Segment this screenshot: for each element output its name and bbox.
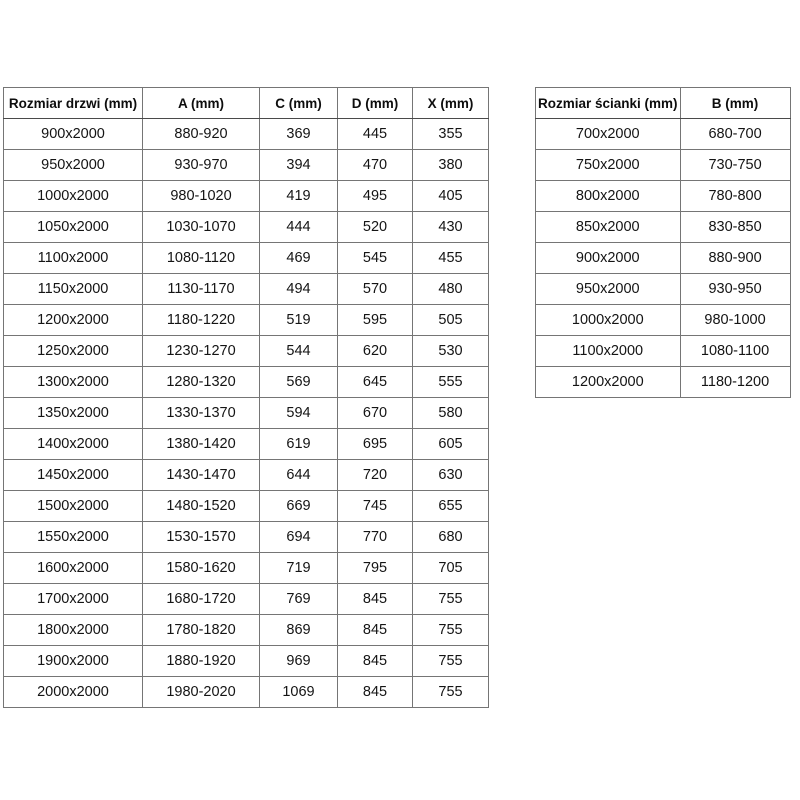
table-row (4, 677, 489, 708)
table-row (4, 398, 489, 429)
table-cell: 1200x2000 (4, 305, 143, 336)
table-cell: 505 (413, 305, 489, 336)
table-cell: 469 (260, 243, 338, 274)
table-row (4, 150, 489, 181)
table-cell: 555 (413, 367, 489, 398)
table-cell: 1350x2000 (4, 398, 143, 429)
table-cell: 1680-1720 (143, 584, 260, 615)
table-cell: 950x2000 (4, 150, 143, 181)
table-cell: 355 (413, 119, 489, 150)
table-cell: 1069 (260, 677, 338, 708)
table-row (4, 336, 489, 367)
table-cell: 930-970 (143, 150, 260, 181)
table-cell: 1300x2000 (4, 367, 143, 398)
table-cell: 1330-1370 (143, 398, 260, 429)
table-cell: 1250x2000 (4, 336, 143, 367)
table-row (536, 119, 791, 150)
table-row (4, 429, 489, 460)
table-cell: 695 (338, 429, 413, 460)
table-cell: 569 (260, 367, 338, 398)
table-cell: 900x2000 (536, 243, 681, 274)
table-cell: 1580-1620 (143, 553, 260, 584)
table-cell: 705 (413, 553, 489, 584)
table-cell: 755 (413, 677, 489, 708)
table-row (4, 274, 489, 305)
table-cell: 694 (260, 522, 338, 553)
table-cell: 1700x2000 (4, 584, 143, 615)
table-cell: 1080-1120 (143, 243, 260, 274)
table-row (4, 212, 489, 243)
table-cell: 700x2000 (536, 119, 681, 150)
table-cell: 1000x2000 (4, 181, 143, 212)
table-row (536, 212, 791, 243)
table-cell: 719 (260, 553, 338, 584)
table-cell: 869 (260, 615, 338, 646)
table-cell: 769 (260, 584, 338, 615)
table-cell: 619 (260, 429, 338, 460)
table-cell: 519 (260, 305, 338, 336)
table-cell: 730-750 (680, 150, 790, 181)
table-cell: 980-1000 (680, 305, 790, 336)
table-cell: 645 (338, 367, 413, 398)
table-cell: 750x2000 (536, 150, 681, 181)
table-cell: 1200x2000 (536, 367, 681, 398)
table-cell: 1450x2000 (4, 460, 143, 491)
table-cell: 630 (413, 460, 489, 491)
table-cell: 594 (260, 398, 338, 429)
table-row (4, 553, 489, 584)
table-cell: 405 (413, 181, 489, 212)
table-cell: 1180-1220 (143, 305, 260, 336)
table-cell: 755 (413, 584, 489, 615)
table-row (536, 181, 791, 212)
table-cell: 830-850 (680, 212, 790, 243)
table-cell: 780-800 (680, 181, 790, 212)
table-cell: 845 (338, 677, 413, 708)
table-cell: 1980-2020 (143, 677, 260, 708)
table-cell: 1600x2000 (4, 553, 143, 584)
table-cell: 595 (338, 305, 413, 336)
table-row (536, 150, 791, 181)
table-cell: 419 (260, 181, 338, 212)
table-cell: 480 (413, 274, 489, 305)
table-cell: 770 (338, 522, 413, 553)
table-cell: 1100x2000 (4, 243, 143, 274)
table-cell: 1030-1070 (143, 212, 260, 243)
table-cell: 1230-1270 (143, 336, 260, 367)
table-row (536, 274, 791, 305)
wall-size-table (535, 87, 791, 398)
table-row (4, 460, 489, 491)
table-cell: 1100x2000 (536, 336, 681, 367)
table-row (536, 305, 791, 336)
table-cell: 1500x2000 (4, 491, 143, 522)
table-row (4, 181, 489, 212)
table-cell: 845 (338, 584, 413, 615)
table-cell: 969 (260, 646, 338, 677)
table-cell: 880-900 (680, 243, 790, 274)
table-cell: 369 (260, 119, 338, 150)
table-cell: 1780-1820 (143, 615, 260, 646)
table-cell: 745 (338, 491, 413, 522)
table-cell: 494 (260, 274, 338, 305)
table-cell: 580 (413, 398, 489, 429)
table-cell: 530 (413, 336, 489, 367)
table-cell: 1380-1420 (143, 429, 260, 460)
table-cell: 445 (338, 119, 413, 150)
table-row (4, 584, 489, 615)
table-cell: 394 (260, 150, 338, 181)
table-cell: 2000x2000 (4, 677, 143, 708)
table-cell: 1130-1170 (143, 274, 260, 305)
table-row (536, 336, 791, 367)
table-cell: 455 (413, 243, 489, 274)
table-row (4, 119, 489, 150)
table-cell: 1400x2000 (4, 429, 143, 460)
table-row (4, 243, 489, 274)
column-header: Rozmiar ścianki (mm) (536, 88, 681, 119)
table-cell: 470 (338, 150, 413, 181)
table-cell: 1800x2000 (4, 615, 143, 646)
table-cell: 950x2000 (536, 274, 681, 305)
table-cell: 669 (260, 491, 338, 522)
table-cell: 605 (413, 429, 489, 460)
table-cell: 755 (413, 615, 489, 646)
table-cell: 495 (338, 181, 413, 212)
column-header: D (mm) (338, 88, 413, 119)
table-cell: 1180-1200 (680, 367, 790, 398)
table-cell: 1550x2000 (4, 522, 143, 553)
table-row (4, 305, 489, 336)
table-cell: 1530-1570 (143, 522, 260, 553)
table-cell: 1280-1320 (143, 367, 260, 398)
table-cell: 1080-1100 (680, 336, 790, 367)
table-cell: 900x2000 (4, 119, 143, 150)
column-header: A (mm) (143, 88, 260, 119)
table-cell: 444 (260, 212, 338, 243)
table-cell: 620 (338, 336, 413, 367)
table-cell: 544 (260, 336, 338, 367)
table-cell: 755 (413, 646, 489, 677)
table-row (4, 646, 489, 677)
table-row (4, 367, 489, 398)
column-header: B (mm) (680, 88, 790, 119)
table-cell: 1050x2000 (4, 212, 143, 243)
column-header: X (mm) (413, 88, 489, 119)
column-header: Rozmiar drzwi (mm) (4, 88, 143, 119)
table-cell: 570 (338, 274, 413, 305)
table-cell: 850x2000 (536, 212, 681, 243)
table-row (4, 615, 489, 646)
table-cell: 880-920 (143, 119, 260, 150)
table-cell: 670 (338, 398, 413, 429)
table-row (536, 367, 791, 398)
table-cell: 644 (260, 460, 338, 491)
table-row (536, 243, 791, 274)
table-cell: 930-950 (680, 274, 790, 305)
table-cell: 655 (413, 491, 489, 522)
table-row (4, 491, 489, 522)
table-cell: 720 (338, 460, 413, 491)
column-header: C (mm) (260, 88, 338, 119)
table-cell: 680 (413, 522, 489, 553)
table-cell: 1000x2000 (536, 305, 681, 336)
table-cell: 845 (338, 646, 413, 677)
table-cell: 680-700 (680, 119, 790, 150)
table-cell: 800x2000 (536, 181, 681, 212)
table-cell: 1150x2000 (4, 274, 143, 305)
table-cell: 980-1020 (143, 181, 260, 212)
table-cell: 545 (338, 243, 413, 274)
header-row (4, 88, 489, 119)
table-row (4, 522, 489, 553)
table-cell: 1880-1920 (143, 646, 260, 677)
table-cell: 1900x2000 (4, 646, 143, 677)
table-cell: 795 (338, 553, 413, 584)
table-cell: 380 (413, 150, 489, 181)
table-cell: 1480-1520 (143, 491, 260, 522)
header-row (536, 88, 791, 119)
table-cell: 520 (338, 212, 413, 243)
table-cell: 845 (338, 615, 413, 646)
table-cell: 1430-1470 (143, 460, 260, 491)
door-size-table (3, 87, 489, 708)
table-cell: 430 (413, 212, 489, 243)
